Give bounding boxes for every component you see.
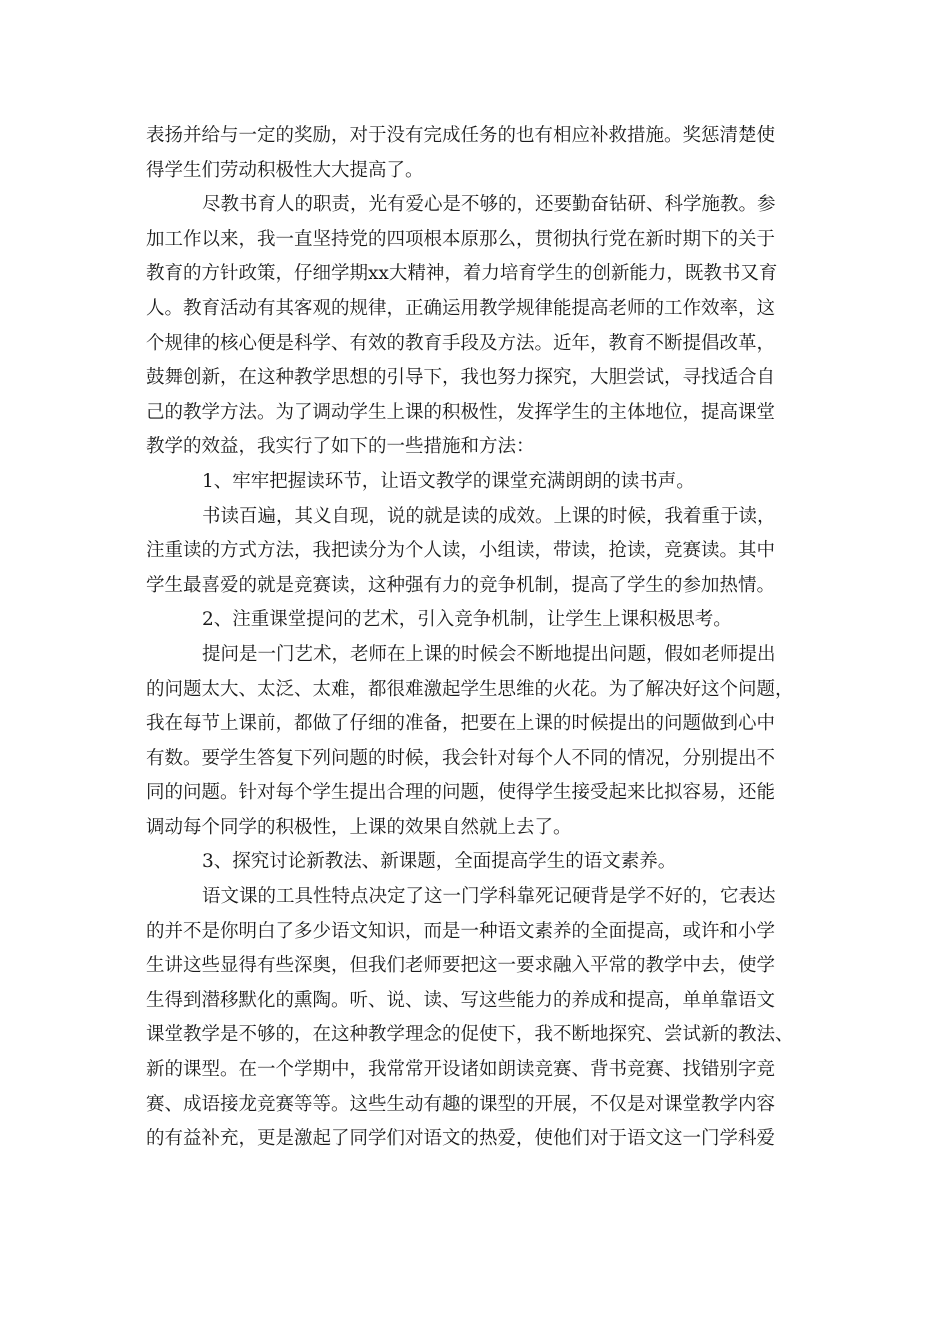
text-line: 的并不是你明白了多少语文知识，而是一种语文素养的全面提高，或许和小学 <box>146 920 776 942</box>
text-line: 加工作以来，我一直坚持党的四项根本原那么，贯彻执行党在新时期下的关于 <box>146 228 776 250</box>
text-line: 有数。要学生答复下列问题的时候，我会针对每个人不同的情况，分别提出不 <box>146 747 776 769</box>
text-line: 个规律的核心便是科学、有效的教育手段及方法。近年，教育不断提倡改革， <box>146 332 776 354</box>
text-line: 学生最喜爱的就是竞赛读，这种强有力的竞争机制，提高了学生的参加热情。 <box>146 574 776 596</box>
text-line: 注重读的方式方法，我把读分为个人读，小组读，带读，抢读，竞赛读。其中 <box>146 540 776 562</box>
text-line: 表扬并给与一定的奖励，对于没有完成任务的也有相应补救措施。奖惩清楚使 <box>146 125 776 146</box>
text-line: 尽教书育人的职责，光有爱心是不够的，还要勤奋钻研、科学施教。参 <box>202 194 776 216</box>
text-line: 提问是一门艺术，老师在上课的时候会不断地提出问题，假如老师提出 <box>202 643 776 665</box>
text-line: 课堂教学是不够的，在这种教学理念的促使下，我不断地探究、尝试新的教法、 <box>146 1024 794 1046</box>
text-line: 人。教育活动有其客观的规律，正确运用教学规律能提高老师的工作效率，这 <box>146 297 776 319</box>
text-line: 2、注重课堂提问的艺术，引入竞争机制，让学生上课积极思考。 <box>202 609 732 631</box>
text-line: 教育的方针政策，仔细学期xx大精神，着力培育学生的创新能力，既教书又育 <box>146 263 778 285</box>
text-line: 的问题太大、太泛、太难，都很难激起学生思维的火花。为了解决好这个问题， <box>146 678 794 700</box>
text-line: 鼓舞创新，在这种教学思想的引导下，我也努力探究，大胆尝试，寻找适合自 <box>146 367 776 389</box>
text-line: 调动每个同学的积极性，上课的效果自然就上去了。 <box>146 816 572 838</box>
text-line: 3、探究讨论新教法、新课题，全面提高学生的语文素养。 <box>202 851 677 873</box>
text-line: 新的课型。在一个学期中，我常常开设诸如朗读竞赛、背书竞赛、找错别字竞 <box>146 1059 776 1081</box>
body-text <box>146 119 810 1157</box>
text-line: 赛、成语接龙竞赛等等。这些生动有趣的课型的开展，不仅是对课堂教学内容 <box>146 1093 776 1115</box>
text-line: 生得到潜移默化的熏陶。听、说、读、写这些能力的养成和提高，单单靠语文 <box>146 989 776 1011</box>
text-line: 的有益补充，更是激起了同学们对语文的热爱，使他们对于语文这一门学科爱 <box>146 1128 776 1150</box>
text-line: 同的问题。针对每个学生提出合理的问题，使得学生接受起来比拟容易，还能 <box>146 782 776 804</box>
text-line: 教学的效益，我实行了如下的一些措施和方法： <box>146 436 535 458</box>
text-line: 己的教学方法。为了调动学生上课的积极性，发挥学生的主体地位，提高课堂 <box>146 401 776 423</box>
text-line: 1、牢牢把握读环节，让语文教学的课堂充满朗朗的读书声。 <box>202 470 695 492</box>
text-line: 生讲这些显得有些深奥，但我们老师要把这一要求融入平常的教学中去，使学 <box>146 955 776 977</box>
text-line: 得学生们劳动积极性大大提高了。 <box>146 159 424 181</box>
text-line: 书读百遍，其义自现，说的就是读的成效。上课的时候，我着重于读， <box>202 505 776 527</box>
text-line: 语文课的工具性特点决定了这一门学科靠死记硬背是学不好的，它表达 <box>202 886 776 908</box>
text-line: 我在每节上课前，都做了仔细的准备，把要在上课的时候提出的问题做到心中 <box>146 713 776 735</box>
